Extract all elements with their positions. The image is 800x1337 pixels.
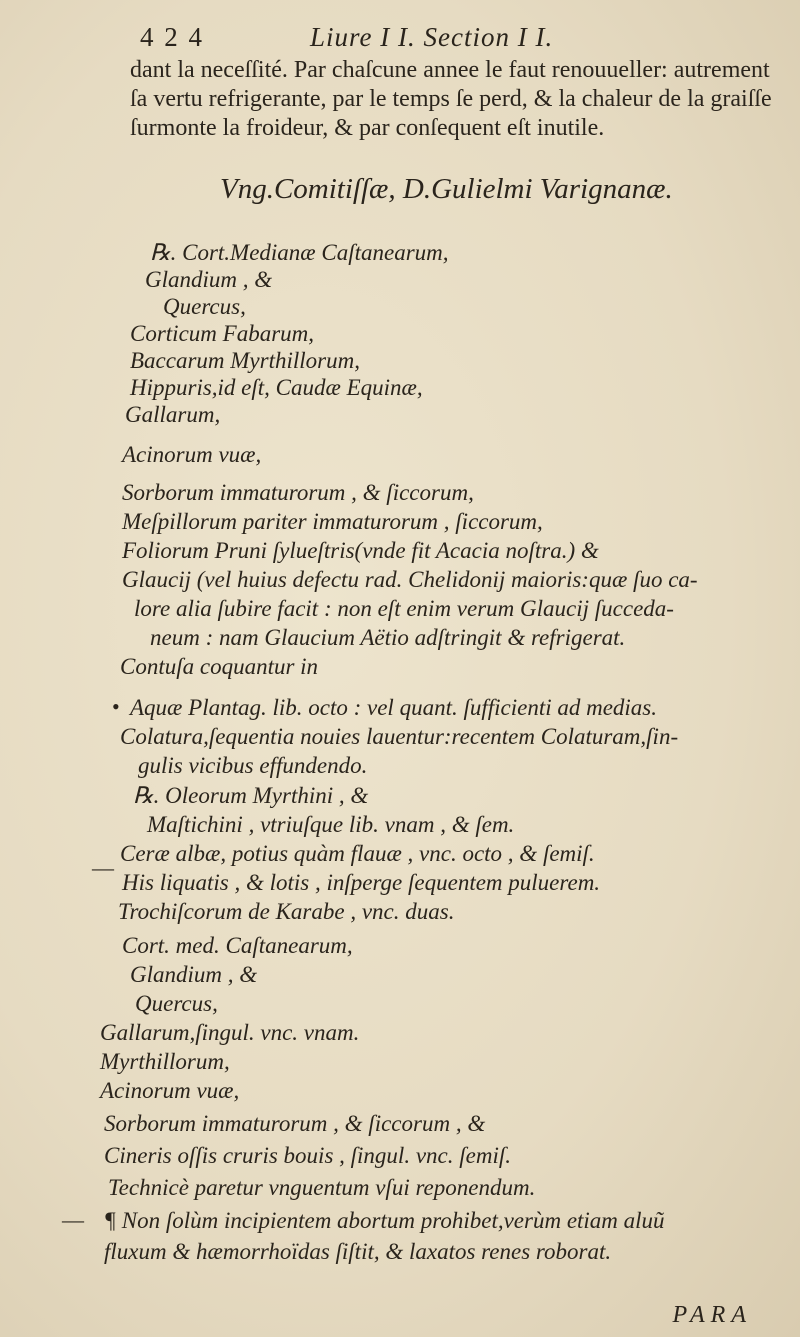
- recipe-line: Gallarum,: [125, 402, 221, 427]
- recipe-line: Glandium , &: [130, 962, 258, 987]
- recipe-line: Hippuris,id eſt, Caudæ Equinæ,: [130, 375, 423, 400]
- body-paragraph: dant la neceſſité. Par chaſcune annee le faut renouueller: autrement ſa vertu refrigerante, par le temps ſe perd, & la chaleur de la graiſſe ſurmonte la froideur, & par conſequent eſt inutile.: [130, 57, 772, 141]
- recipe-line: Cort. med. Caſtanearum,: [122, 933, 353, 958]
- recipe-line: Contuſa coquantur in: [120, 654, 319, 679]
- recipe-line: neum : nam Glaucium Aëtio adſtringit & refrigerat.: [150, 625, 626, 650]
- page-number: 4 2 4: [140, 22, 204, 52]
- recipe-heading: Vng.Comitiſſæ, D.Gulielmi Varignanæ.: [220, 173, 673, 205]
- recipe-line: His liquatis , & lotis , inſperge ſequentem puluerem.: [122, 870, 601, 895]
- recipe-line: Trochiſcorum de Karabe , vnc. duas.: [118, 899, 455, 924]
- recipe-line: gulis vicibus effundendo.: [138, 753, 368, 778]
- margin-mark: •: [112, 694, 120, 719]
- recipe-line: Cineris oſſis cruris bouis , ſingul. vnc. ſemiſ.: [104, 1143, 511, 1168]
- recipe-line: Glandium , &: [145, 267, 273, 292]
- recipe-line: Aquæ Plantag. lib. octo : vel quant. ſufficienti ad medias.: [130, 695, 658, 720]
- recipe-line: Glaucij (vel huius defectu rad. Chelidonij maioris:quæ ſuo ca-: [122, 567, 698, 592]
- recipe-line: Foliorum Pruni ſylueſtris(vnde fit Acacia noſtra.) &: [122, 538, 599, 563]
- recipe-line: Colatura,ſequentia nouies lauentur:recentem Colaturam,ſin-: [120, 724, 679, 749]
- recipe-line: Sorborum immaturorum , & ſiccorum,: [122, 480, 474, 505]
- recipe-line: Gallarum,ſingul. vnc. vnam.: [100, 1020, 360, 1045]
- running-title: Liure I I. Section I I.: [310, 22, 554, 52]
- recipe-line: Ceræ albæ, potius quàm flauæ , vnc. octo , & ſemiſ.: [120, 841, 595, 866]
- page-header: [140, 22, 780, 56]
- recipe-line: Acinorum vuæ,: [122, 442, 262, 467]
- catchword: PARA: [672, 1302, 752, 1328]
- recipe-line: fluxum & hæmorrhoïdas ſiſtit, & laxatos renes roborat.: [104, 1239, 612, 1264]
- recipe-line: Technicè paretur vnguentum vſui reponendum.: [108, 1175, 536, 1200]
- recipe-line: Quercus,: [163, 294, 246, 319]
- recipe-line: Myrthillorum,: [100, 1049, 230, 1074]
- recipe-line: Acinorum vuæ,: [100, 1078, 240, 1103]
- recipe-line: ℞. Oleorum Myrthini , &: [133, 783, 369, 808]
- recipe-line: Meſpillorum pariter immaturorum , ſiccorum,: [122, 509, 543, 534]
- recipe-line: Quercus,: [135, 991, 218, 1016]
- recipe-line: ℞. Cort.Medianæ Caſtanearum,: [150, 240, 449, 265]
- margin-mark: —: [92, 855, 114, 880]
- recipe-line: lore alia ſubire facit : non eſt enim verum Glaucij ſucceda-: [134, 596, 674, 621]
- recipe-line: Baccarum Myrthillorum,: [130, 348, 360, 373]
- recipe-line: ¶ Non ſolùm incipientem abortum prohibet,verùm etiam aluũ: [104, 1208, 665, 1233]
- margin-mark: —: [62, 1207, 84, 1232]
- recipe-line: Corticum Fabarum,: [130, 321, 314, 346]
- recipe-line: Sorborum immaturorum , & ſiccorum , &: [104, 1111, 486, 1136]
- recipe-line: Maſtichini , vtriuſque lib. vnam , & ſem.: [147, 812, 515, 837]
